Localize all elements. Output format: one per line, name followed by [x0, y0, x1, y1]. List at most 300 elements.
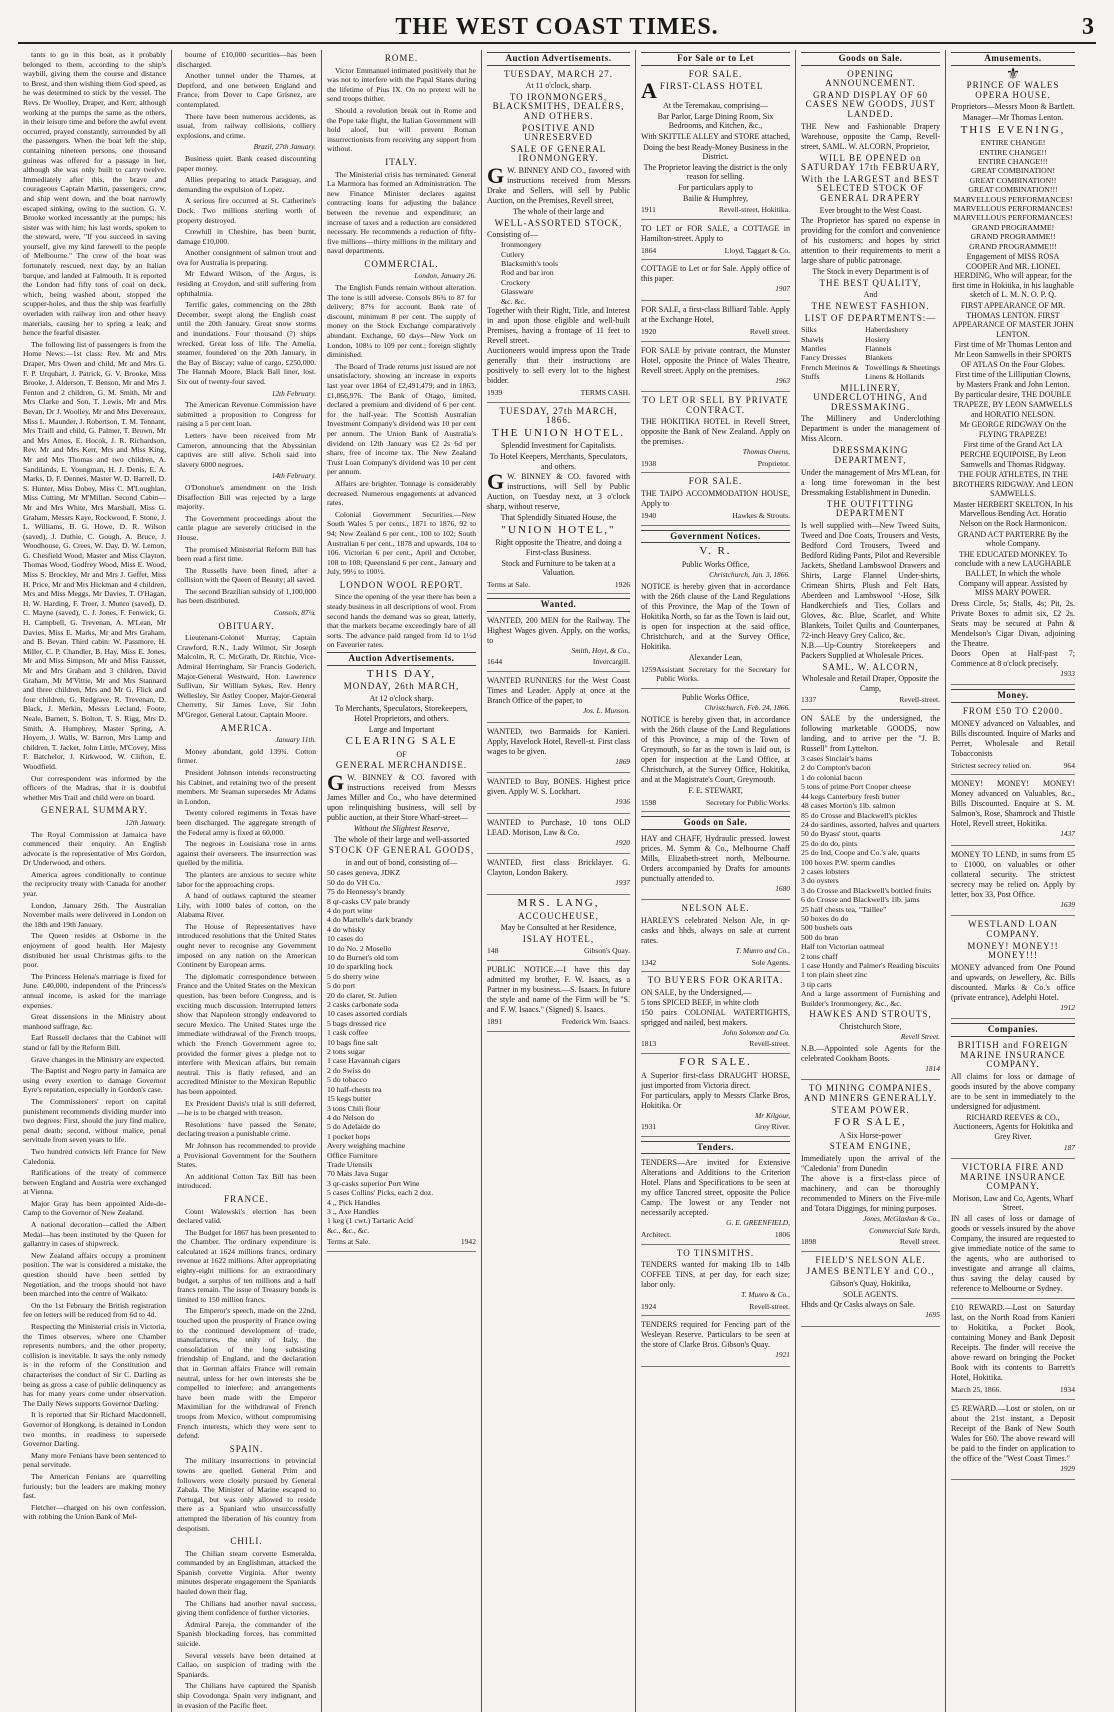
list-item: 3 cases Sinclair's hams [801, 754, 873, 764]
advertisement [951, 850, 1075, 917]
list-item: GREAT COMBINATION! [970, 166, 1056, 176]
article-text: The following list of passengers is from the Home News:—1st class: Rev. Mr and Mrs Draper, Mrs Owen and child, Mr and Mrs G. F. P. Urquhart, J. Patrick, G. V. Brooke, Miss Brooke, J. Alderson, T. Benson, Mr and Mrs J. Fenton and 2 children, G. M. Smith, Mr and Mrs Clarke and Son, T. Lewis, Mr and Mrs Bevan, Dr J. Woolley, Mr and Mrs Devereaux, Miss L. Maunder, J. Robertson, T. M. Tennant, Mrs Traill and child, G. Palmer, T. Brown, Mr and Mrs Amos, E. Hocok, J. R. Richardson, Rev. Mr and Mrs Kerr, Mrs and Miss King, Mr and Mrs Thomas and two children, A. Sandilands, E. Youngman, H. J. Denis, E. A. Marks, D. F. Dennes, Master W. D. Barrell, D. S. Hunter, Miss Dobey, Miss C. M'Loughlan, Miss Cutting, Mr M'Millan. Second Cabin—Mr and Mrs White, Mrs Marshall, Miss G. Graham, Messrs Kaye, Rockwood, F. Stone, J. L. Williams, B. G. Howe, D. R. Wilson (saved), J. Duthie, C. Gough, A. Bruce, J. Woodhouse, G. Crees, W. Day, D. W. Lemon, G. Chesfield Wood, Master and Miss Clayton, Thomas Wood, Godfrey Wood, Miss E. Wood, Miss S. Brockley, Mr and Mrs J. Geffet, Miss H. Price, Mr and Mrs Hickman and 4 children, Mrs and Miss Meggs, Mr Davies, T. O'Hagan, H. W. Harding, F. Treer, J. Munro (saved), D. C. Mayne (saved), C. J. Jones, F. Fenwick, G. H. Campbell, G. Trevenan, A. M'Lean, Mr Davies, Miss E. Marks, Mr and Mrs Graham, and B. Bevan. Third cabin: W. Passmore, H. Miller, C. P. Chandler, B. Hay, Miss E. Jones, Mr and Miss Simpson, Mr and Miss Fausset, Mr and Mrs Graham and 3 children, David Graham, Mr M'Vittie, Mr and Mrs Stannard and three children, Mrs and Mr G. Flick and four children, G. Redgrave, R. Trevenan, D. Black, J. Merkin, Messrs Lecland, Foote, Neale, Barnett, S. Bolton, T. S. Rigg, Mrs D. Smith, A. Humphrey, Master Spring, A. Hoyem, J. Walls, W. Barron, Mrs Lamp and children, T. Jacket, John Little, M'Covey, Miss F. Batchelor, J. Kirkwood, W. Clifton, E. Woodfield. [23, 339, 166, 771]
ad-line: By particular desire, THE DOUBLE TRAPEZE, BY LEON SAMWELLS and HORATIO NELSON. [953, 390, 1073, 419]
ad-line: PRINCE OF WALES OPERA HOUSE. [966, 80, 1060, 100]
ad-text: TENDERS required for Fencing part of the Wesleyan Reserve. Particulars to be seen at the store of Clarke Bros. Gibson's Quay. [641, 1320, 790, 1350]
advertisement [801, 1084, 940, 1251]
article-text: The diplomatic correspondence between France and the United States on the Mexican question, has been before Congress, and is exciting much discussion. Interrupted letters show that Napoleon strongly endeavored to secure Mexico. The United States urge the immediate withdrawal of the French troops, which the French Government agree to, provided the former gives a pledge not to interfere with Mexican affairs, but remain neutral. This is flatly refused, and an accredited Minister to the Mexican Republic has been appointed. [177, 971, 316, 1096]
ad-line: First time of the Grand Act LA PERCHE EQUIPOISE, By Leon Samwells and Thomas Ridgway. [960, 440, 1066, 469]
ad-signature: Jones, McGlashan & Co., [863, 1213, 940, 1223]
ad-line: Consisting of— [487, 230, 538, 240]
ad-line: W. BINNEY & CO. [347, 772, 425, 782]
ad-text: MONEY advanced from One Pound and upwards, on Jewellery, &c. Bills discounted. Marks & Co.'s office (private entrance), Adelphi Hotel. [951, 962, 1075, 1002]
ad-text: A Superior first-class DRAUGHT HORSE, just imported from Victoria direct. [641, 1070, 790, 1090]
advertisement [641, 976, 790, 1054]
advertisement [487, 965, 630, 1032]
advertisement [951, 707, 1075, 775]
ad-line: FOR SALE. [688, 68, 743, 79]
ad-text: HARLEY'S celebrated Nelson Ale, in qr-casks and hhds, always on sale at current rates. [641, 915, 790, 945]
article-text: The Emperor's speech, made on the 22nd, touched upon the prosperity of France owing to the continued development of trade, manufactures, the unity of Italy, the consolidation of the long subsisting friendship of England, and the declaration that in German affairs France will remain neutral, unless for her own interests she be compelled to interfere; and arrangements have been made with the Emperor Maximilian for the withdrawal of French troops from Mexico, without compromising French interests, which they were sent to defend. [177, 1306, 316, 1441]
dateline: Consols, 87¼. [273, 608, 316, 618]
ad-line: W. BINNEY AND CO., [507, 165, 586, 175]
masthead [18, 14, 1096, 44]
article-text: There have been numerous accidents, as usual, from railway collisions, colliery explosions, and crime. [177, 111, 316, 140]
department-list-right [865, 325, 940, 381]
ad-line: Invercargill. [592, 657, 630, 667]
advertisement [951, 1303, 1075, 1400]
ad-line: Revell-street. [899, 695, 940, 705]
list-item: 10 cases do [327, 934, 363, 944]
list-item: 5 cases Collins' Picks, each 2 doz. [327, 1188, 434, 1198]
article-text: America agrees conditionally to continue the reciprocity treaty with Canada for another year. [23, 869, 166, 899]
ad-line: FOR SALE. [679, 1055, 752, 1068]
advertisement [487, 616, 630, 672]
item-list [801, 754, 940, 1008]
list-item: 20 do claret, St. Julien [327, 990, 397, 1000]
list-item: French Merinos & [801, 362, 859, 372]
ad-line: THE UNION HOTEL. [491, 426, 626, 439]
dropcap: G [327, 769, 345, 795]
ad-line: Right opposite the Theatre, and doing a First-class Business. [495, 538, 622, 557]
ad-text: MONEY! MONEY! MONEY! Money advanced on Valuables, &c., Bills Discounted. Enquire at S. M. Salmon's, Rose, Shamrock and Thistle Hotel, Revell street, Hokitika. [951, 779, 1075, 829]
article-text: The planters are anxious to secure white labor for the approaching crops. [177, 869, 316, 889]
ad-signature: F. E. STEWART, [688, 786, 743, 795]
section-header-goods: Goods on Sale. [641, 816, 790, 830]
ad-line: SOLE AGENTS. [842, 1289, 899, 1299]
list-item: 2 do Swiss do [327, 1065, 371, 1075]
ad-line: THE BEST QUALITY, [819, 277, 922, 288]
list-item: Ironmongery [501, 240, 542, 250]
advertisement [487, 70, 630, 403]
list-item: 500 bushels oats [801, 923, 853, 933]
article-text: Victor Emmanuel intimated positively that he was not to interfere with the Papal States during the lifetime of Pius IX. On no pretext will he send troops thither. [327, 65, 476, 104]
ad-line: At the Teremakau, comprising— [662, 101, 769, 111]
list-item: 5 do sherry wine [327, 971, 380, 981]
advertisement [951, 920, 1075, 1019]
ad-line: Splendid Investment for Capitalists. [500, 441, 617, 451]
dateline: 12th February. [271, 388, 316, 398]
ad-line: BRITISH and FOREIGN MARINE INSURANCE COMPANY. [957, 1039, 1069, 1070]
ad-text: Hhds and Qr Casks always on Sale. [801, 1300, 915, 1310]
list-item: 10 do No. 2 Mosello [327, 943, 392, 953]
advertisement [951, 1041, 1075, 1159]
article-text: President Johnson intends reconstructing his Cabinet, and retaining two of the present members. Mr Seaman supersedes Mr Adams in London. [177, 767, 316, 806]
list-item: 1 case Havannah cigars [327, 1056, 401, 1066]
ad-text: Under the management of Mrs M'Lean, for a long time forewoman in the best Dressmaking Establishment in Dunedin. [801, 467, 940, 497]
ad-number: 1898 [801, 1237, 817, 1247]
ad-line: Revell-street. [749, 1301, 790, 1311]
ad-line: THE FOUR ATHLETES, IN THE BROTHERS RIDGWAY. And LEON SAMWELLS. [952, 470, 1074, 499]
ad-line: Revell street. [749, 326, 790, 336]
ad-line: Terms at Sale. [487, 579, 531, 589]
ad-text: WANTED to Purchase, 10 tons OLD LEAD. Morison, Law & Co. [487, 817, 630, 837]
ad-number: 1639 [1060, 899, 1075, 909]
ad-line: Revell Street. [900, 1032, 940, 1042]
list-item: Rod and bar iron [501, 268, 554, 278]
ad-number: 148 [487, 946, 499, 956]
list-item: Hosiery [865, 334, 890, 344]
list-item: Shawls [801, 334, 824, 344]
dateline: January 11th. [275, 735, 316, 745]
ad-text: N.B.—Up-Country Storekeepers and Packers Supplied at Wholesale Prices. [801, 640, 940, 660]
ad-line: THIS DAY, [366, 667, 437, 680]
list-item: 5 do tobacco [327, 1075, 367, 1085]
list-item: ENTIRE CHANGE!!! [978, 156, 1048, 166]
dateline: Brazil, 27th January. [253, 142, 316, 152]
ad-line: NELSON ALE. [681, 903, 750, 914]
ad-number: 1813 [641, 1039, 657, 1049]
dateline: Christchurch, Feb. 24, 1866. [704, 703, 790, 713]
article-text: The Princess Helena's marriage is fixed for June. £40,000, independent of the Princess's annual income, is asked for the marriage expenses. [23, 971, 166, 1010]
article-text: The promised Ministerial Reform Bill has been read a first time. [177, 544, 316, 564]
ad-text: Is well supplied with—New Tweed Suits, Tweed and Doe Coats, Trousers and Vests, Bedford Cord Trousers, Tweed and Bedford Riding Pants, Pilot and Reversible Jackets, Shetland Lambswool Drawers and Shirts, Large Flannel Under-shirts, Crimean Shirts, Plush and Felt Hats, Aberdeen and Lambswool ‘-Hose, Silk Handkerchiefs and Ties, Collars and Gloves, &c. Blue, Scarlet, and White Blankets, Toilet Quilts and Counterpanes, 72-inch Heavy Grey Calico, &c. [801, 520, 940, 640]
list-item: &c., &c., &c. [327, 1225, 370, 1235]
ad-line: Proprietor. [757, 458, 790, 468]
ad-line: First time of Mr Thomas Lenton and Mr Leon Samwells in their SPORTS OF ATLAS On the Four Globes. [954, 340, 1072, 369]
advertisement [641, 1055, 790, 1137]
advertisement [641, 1249, 790, 1317]
newspaper-title: THE WEST COAST TIMES. [395, 14, 719, 40]
list-item: 48 cases Morton's 1lb. salmon [801, 801, 896, 811]
dateline: London, January 26. [414, 271, 476, 281]
article-text: The Commissioners' report on capital punishment recommends dividing murder into two degrees: First, should the jury find malice, penal death; second, without malice, penal servitude from seven years to life. [23, 1096, 166, 1145]
advertisement [641, 264, 790, 301]
list-item: 75 do Hennessy's brandy [327, 887, 405, 897]
ad-line: LIST OF DEPARTMENTS:— [804, 312, 937, 323]
ad-line: POSITIVE AND UNRESERVED [521, 122, 596, 143]
ad-number: 1929 [1060, 1463, 1075, 1473]
ad-line: Grey River. [754, 1122, 790, 1132]
list-item: 50 cases geneva, JDKZ [327, 868, 401, 878]
ad-text: N.B.—Appointed sole Agents for the celebrated Cookham Boots. [801, 1043, 940, 1063]
advertisement [641, 1320, 790, 1367]
ad-line: WILL BE OPENED on SATURDAY 17th FEBRUARY, [801, 152, 940, 173]
list-item: &c. &c. [501, 296, 526, 306]
advertisement [641, 70, 790, 220]
article-text: The Ministerial crisis has terminated. General La Marmora has formed an Administration. The new Finance Minister declares against contracting loans for adjusting the balance between the revenue and expenditure; an increase of taxes and a reduction are considered necessary. He recommends a reduction of fifty-five millions—thirty millions in the military and naval departments. [327, 169, 476, 256]
list-item: 3 tons Chili flour [327, 1103, 381, 1113]
ad-line: To Hotel Keepers, Merchants, Speculators, and others. [489, 451, 628, 471]
ad-line: Architect. [641, 1229, 672, 1239]
article-text: Terrific gales, commencing on the 28th December, swept along the English coast until the 20th January. Great snow storms and inundations. Four thousand (?) ships wrecked. Great loss of life. The Amelia, steamer, foundered on the 20th January, in the Bay of Biscay; value of cargo, £250,000. The Hannah Moore, Black Ball liner, lost. Six out of twenty-four saved. [177, 300, 316, 386]
ad-number: 964 [1063, 760, 1075, 770]
ad-text: £5 REWARD.—Lost or stolen, on or about the 21st instant, a Deposit Receipt of the Bank of New South Wales for £60. The above reward will be paid to the finder on application to the office of the "West Coast Times." [951, 1403, 1075, 1463]
list-item: MARVELLOUS PERFORMANCES! [953, 194, 1073, 204]
ad-line: STEAM ENGINE, [829, 1141, 912, 1152]
list-item: 10 do sparkling hock [327, 962, 393, 972]
ad-line: THE OUTFITTING DEPARTMENT [826, 498, 915, 519]
advertisement [641, 346, 790, 393]
advertisement [801, 1256, 940, 1327]
article-text: O'Donohue's amendment on the Irish Disaffection Bill was rejected by a large majority. [177, 482, 316, 512]
list-item: GRAND PROGRAMME! [971, 222, 1055, 232]
column-5 [636, 50, 796, 1712]
advertisement [487, 676, 630, 723]
article-text: The Chilian steam corvette Esmeralda, commanded by an Englishman, attacked the Spanish corvette Virginia. After twenty minutes desperate engagement the Spaniards hauled down their flag. [177, 1548, 316, 1597]
ad-line: TERMS CASH. [580, 387, 630, 397]
ad-line: W. BINNEY & CO. [507, 472, 581, 482]
list-item: 50 do Byass' stout, quarts [801, 829, 881, 839]
section-header-tenders: Tenders. [641, 1141, 790, 1155]
ad-signature: Jos. L. Munson. [582, 706, 630, 716]
article-text: An additional Cotton Tax Bill has been introduced. [177, 1171, 316, 1191]
article-text: Admiral Pareja, the commander of the Spanish blockading forces, has committed suicide. [177, 1619, 316, 1649]
ad-text: ON SALE by the undersigned, the following marketable GOODS, now landing, and to arrive per the "J. B. Russell" from Lyttelton. [801, 714, 940, 754]
section-heading: ROME. [384, 53, 419, 63]
ad-line: For particulars apply to [678, 182, 753, 192]
ad-signature: JAMES BENTLEY and CO., [806, 1266, 935, 1277]
list-item: 10 do Burnet's old tom [327, 953, 399, 962]
article-text: Grave changes in the Ministry are expected. [31, 1054, 165, 1064]
ad-line: SALE OF GENERAL IRONMONGERY. [510, 143, 607, 164]
advertisement [487, 858, 630, 895]
ad-line: MONDAY, 26th MARCH, [343, 681, 460, 692]
section-header-auction: Auction Advertisements. [327, 652, 476, 666]
ad-number: 1938 [641, 458, 657, 468]
ad-signature: Bailie & Humphrey, [682, 193, 749, 203]
advertisement [641, 904, 790, 972]
list-item: 5 tons of prime Port Cooper cheese [801, 782, 911, 792]
ad-text: WANTED, two Barmaids for Kanieri. Apply, Havelock Hotel, Revell-st. First class wages to be given. [487, 726, 631, 756]
article-text: A band of outlaws captured the steamer Lily, with 1000 bales of cotton, on the Alabama River. [177, 891, 316, 920]
ad-line: FIELD'S NELSON ALE. [815, 1254, 926, 1265]
list-item: And a large assortment of Furnishing and Builder's Ironmongery, &c., &c. [801, 989, 940, 1008]
ad-number: 1814 [925, 1063, 940, 1073]
ad-signature: G. E. GREENFIELD, [726, 1218, 790, 1228]
list-item: 1 cask coffee [327, 1028, 368, 1038]
columns [18, 50, 1096, 1710]
ad-text: TENDERS—Are invited for Extensive Alterations and Additions to the Criterion Hotel. Plans and Specifications to be seen at my office Tancred street, opposite the Police Camp. The lowest or any Tender not necessarily accepted. [641, 1158, 790, 1218]
list-item: 2 tons sugar [327, 1047, 365, 1057]
article-text: The American Revenue Commission have submitted a proposition to Congress for raising a 5 per cent loan. [177, 400, 316, 429]
ad-line: First time of the Lilliputian Clowns, by Masters Frank and John Lenton. [955, 370, 1071, 389]
ad-number: 1920 [641, 326, 657, 336]
ad-line: OF [396, 749, 407, 759]
article-text: The House of Representatives have introduced resolutions that the United States ought never to recognise any Government imposed on any nation on the American Continent by European arms. [177, 921, 316, 970]
ad-text: Dress Circle, 5s; Stalls, 4s; Pit, 2s. Private Boxes to admit six, £2 2s. Seats may be secured at Pahn & Mendelson's Cigar Divan, adjoining the Theatre. [951, 598, 1075, 648]
list-item: MARVELLOUS PERFORMANCES! [953, 204, 1073, 213]
ad-line: TO BUYERS FOR OKARITA. [647, 975, 784, 986]
article-text: Count Walewski's election has been declared valid. [177, 1206, 316, 1226]
ad-line: WESTLAND LOAN COMPANY. [968, 919, 1058, 939]
ad-text: WANTED RUNNERS for the West Coast Times and Leader. Apply at once at the Branch Office of the paper, to [487, 676, 630, 706]
ad-line: Terms at Sale. [327, 1237, 371, 1247]
list-item: 3 do Crosse and Blackwell's bottled fruits [801, 885, 932, 895]
article-text: The negroes in Louisiana rose in arms against their overseers. The insurrection was quelled by the militia. [177, 839, 316, 868]
article-text: London, January 26th. The Australian November mails were delivered in London on the 18th and 19th January. [23, 900, 166, 929]
ad-line: Master HERBERT SKELTON, In his Marvellous Bending Act. Horatio Nelson on the Rock Harmonicon. [953, 499, 1073, 529]
article-text: Colonial Government Securities.—New South Wales 5 per cents., 1871 to 1876, 92 to 94; New Zealand 6 per cent., 100 to 102; South Australian 6 per cent., 1878 and upwards, 104 to 106. Victorian 6 per cent., April and October, 108 to 108; Queensland 6 per cent., January and July, 99½ to 100½. [327, 509, 476, 577]
ad-text: The above is a first-class piece of machinery, and can be thoroughly recommended to Miners on the Five-mile and Totara Diggings, for mining purposes. [801, 1173, 940, 1213]
list-item: 4 do whisky [327, 924, 366, 934]
ad-line: With SKITTLE ALLEY and STORE attached, [641, 131, 790, 141]
article-text: Resolutions have passed the Senate, declaring treason a punishable crime. [177, 1119, 316, 1139]
ad-line: STOCK OF GENERAL GOODS, [328, 845, 475, 856]
list-item: 4 do Nelson do [327, 1112, 375, 1122]
ad-signature: Alexander Lean, [688, 653, 743, 663]
article-text: On the 1st February the British registration fee on letters will be reduced from 6d to 4d. [23, 1300, 166, 1320]
ad-line: DRESSMAKING DEPARTMENT, [832, 445, 909, 465]
advertisement [487, 727, 630, 774]
list-item: 3 qr-casks superior Port Wine [327, 1178, 420, 1188]
ad-line: The Stock in every Department is of [812, 267, 929, 277]
list-item: Mantles [801, 343, 827, 353]
list-item: 25 half chests tea, "Taillee" [801, 904, 887, 914]
ad-number: 1920 [615, 837, 630, 847]
list-item: Blacksmith's tools [501, 258, 559, 268]
ad-line: ISLAY HOTEL, [522, 933, 595, 944]
ad-text: Doors Open at Half-past 7; Commence at 8 o'clock precisely. [951, 648, 1075, 668]
ad-line: TO LET OR SELL BY PRIVATE CONTRACT. [642, 395, 789, 415]
ad-line: CLEARING SALE [345, 735, 458, 748]
article-text: Ratifications of the treaty of commerce between England and Austria were exchanged at Vienna. [23, 1168, 166, 1197]
list-item: 500 do bran [801, 932, 839, 942]
list-item: Flannels [865, 343, 892, 353]
list-item: 25 do Ind, Coope and Co.'s ale, quarts [801, 848, 920, 858]
list-item: Crockery [501, 277, 531, 287]
section-header-goods: Goods on Sale. [801, 52, 940, 66]
article-text: The Board of Trade returns just issued are not unsatisfactory, showing an increase in exports last year over 1864 of £2,491,479; and in 1863, £1,866,976. The Bank of Otago, limited, declared a premium and dividend of 6 per cent. for the half-year. The Scottish Australian Investment Company's dividend was 10 per cent per annum. The Union Bank of Australia's dividend on 12th January was £2 2s 6d per share, free of income tax. The New Zealand Trust Loan Company's dividend was 10 per cent per annum. [327, 361, 476, 477]
article-text: Mr Edward Wilson, of the Argus, is residing at Croydon, and still suffering from ophthalmia. [177, 269, 316, 298]
ad-text: Together with their Right, Title, and Interest in and upon those eligible and well-built Premises, having a frontage of 11 feet to Revell street. [487, 305, 630, 345]
list-item: 4 do port wine [327, 905, 373, 915]
ad-number: 1680 [775, 883, 790, 893]
ad-line: Gibson's Quay. [583, 946, 630, 956]
article-text: Business quiet. Bank ceased discounting paper money. [177, 153, 316, 173]
ad-line: Secretary for Public Works. [705, 797, 790, 807]
ad-number: 1869 [615, 756, 630, 766]
advertisement [951, 65, 1075, 686]
ad-text: TENDERS wanted for making 1lb to 14lb COFFEE TINS, at per day, for each size; labor only. [641, 1260, 790, 1290]
ad-line: FOR SALE, [834, 1116, 907, 1129]
article-text: Since the opening of the year there has been a steady business in all descriptions of wool. From second hands the demand was so great, latterly, that the markets became exceedingly bare of all sorts. The advance paid ranged from 1d to 1½d on Faveurier rates. [327, 592, 476, 650]
ad-text: Immediately upon the arrival of the "Caledonia" from Dunedin [801, 1153, 940, 1173]
article-text: Another consignment of salmon trout and ova for Australia is preparing. [177, 248, 316, 267]
ad-line: Public Works Office, [681, 692, 750, 702]
ad-line: Ever brought to the West Coast. [819, 205, 922, 215]
ad-line: FIRST-CLASS HOTEL [659, 81, 764, 92]
repeat-list [951, 166, 1075, 194]
ad-number: 1864 [641, 245, 657, 255]
ad-text: 5 tons SPICED BEEF, in white cloth [641, 997, 759, 1007]
ad-signature: Thomas Owens, [742, 447, 790, 457]
list-item: 10 half-chests tea [327, 1084, 382, 1094]
list-item: Towellings & Sheetings [865, 362, 940, 372]
article-text: Twenty colored regiments in Texas have been discharged. The aggregate strength of the Federal army is fixed at 60,000. [177, 808, 316, 837]
repeat-list [951, 138, 1075, 166]
ad-text: NOTICE is hereby given that, in accordance with the 26th clause of the Land Regulations of this Province, a map of the Town of Greymouth, so far as the town is laid out, is open for inspection at the Land Office, at Christchurch, at the Survey Office, Hokitika, and at the Magistrate's Court, Greymouth. [641, 715, 790, 784]
article-text: Great dissensions in the Ministry about manhood suffrage, &c. [23, 1012, 166, 1031]
article-text: The Government proceedings about the cattle plague are severely criticised in the House. [177, 513, 316, 542]
list-item: GREAT COMBINATION!! [969, 175, 1057, 185]
ad-text: THE TAIPO ACCOMMODATION HOUSE, Apply to [641, 489, 790, 509]
ad-line: THIS EVENING, [960, 123, 1066, 136]
advertisement [641, 547, 790, 689]
article-text: The Baptist and Negro party in Jamaica are using every exertion to damage Governor Eyre's reputation, especially in Gordon's case. [23, 1066, 166, 1095]
list-item: 3 tip carts [801, 979, 832, 989]
ad-number: 1933 [1060, 668, 1075, 678]
ad-signature: SAML. W. ALCORN, [822, 661, 919, 672]
section-header-amusements: Amusements. [951, 52, 1075, 66]
ad-line: That Splendidly Situated House, the [500, 513, 617, 523]
ad-line: Stock and Furniture to be taken at a Valuation. [501, 558, 616, 578]
dropcap: G [487, 469, 505, 495]
article-text: Allies preparing to attack Paraguay, and demanding the expulsion of Lopez. [177, 175, 316, 194]
ad-line: STEAM POWER. [831, 1104, 910, 1115]
advertisement [641, 224, 790, 261]
ad-number: 1598 [641, 797, 657, 807]
ad-text: MONEY TO LEND, in sums from £5 to £1000, on valuables or other collateral security. The strictest secrecy may be relied on. Apply by letter, box 33, Post Office. [951, 849, 1075, 899]
ad-line: Sole Agents. [751, 957, 790, 967]
list-item: 25 do do do, pints [801, 838, 858, 848]
ad-line: WELL-ASSORTED STOCK, [494, 217, 623, 228]
ad-number: 1934 [1059, 1385, 1075, 1395]
column-3 [322, 50, 482, 1712]
ad-line: TUESDAY, 27th MARCH, 1866. [499, 405, 618, 426]
article-text: Affairs are brighter. Tonnage is considerably decreased. Numerous engagements at advanced rates. [327, 478, 476, 508]
column-2 [172, 50, 322, 1712]
ad-signature: T. Munro and Co., [735, 945, 790, 955]
ad-number: 1337 [801, 695, 817, 705]
section-header-government: Government Notices. [641, 530, 790, 544]
ad-text: WANTED, first class Bricklayer. G. Clayton, London Bakery. [487, 858, 630, 878]
dateline: Christchurch, Jan. 3, 1866. [709, 570, 790, 580]
ad-text: ON SALE, by the Undersigned,— [641, 987, 752, 997]
ad-text: Auctioneers would impress upon the Trade generally that their instructions are positively to sell every lot to the highest bidder. [487, 345, 630, 385]
ad-line: Strictest secrecy relied on. [951, 760, 1032, 770]
list-item: Cutlery [501, 249, 525, 259]
list-item: 2 casks carbonate soda [327, 1000, 399, 1010]
list-item: 3 do oysters [801, 876, 839, 886]
ad-signature: Mr Kilgour, [755, 1110, 790, 1120]
list-item: 8 qr-casks CV pale brandy [327, 896, 410, 906]
list-item: 50 boxes do do [801, 913, 849, 923]
ad-number: 187 [1063, 1142, 1075, 1152]
ad-text: WANTED, 200 MEN for the Railway. The Highest Wages given. Apply, on the works, to [487, 615, 630, 645]
ad-line: To Merchants, Speculators, Storekeepers, Hotel Proprietors, and others. [335, 704, 468, 723]
ad-line: FOR SALE. [688, 476, 743, 487]
list-item: Haberdashery [865, 325, 909, 335]
ad-text: PUBLIC NOTICE.—I have this day admitted my brother, F. W. Isaacs, as a Partner in my business.—S. Isaacs. In future the style and name of the Firm will be "S. and F. W. Isaacs." (Signed) S. Isaacs. [487, 965, 630, 1014]
ad-text: THE HOKITIKA HOTEL in Revell Street, opposite the Bank of New Zealand. Apply on the premises. [641, 417, 790, 447]
section-header-for-sale: For Sale or to Let [641, 52, 790, 66]
article-text: Respecting the Ministerial crisis in Victoria, the Times observes, where one Chamber represents numbers, and the other property, collision is inevitable. It says the only remedy is in the reform of the Constitution and characterises the conduct of Sir C. Darling as being as gross a case of public delinquency as has for many years come under observation. The Daily News supports Governor Darling. [23, 1322, 166, 1408]
article-text: Should a revolution break out in Rome and the Pope take flight, the Italian Government will hold aloof, but will prevent Roman insurrectionists from receiving any support from without. [327, 105, 476, 154]
section-heading: AMERICA. [220, 722, 273, 733]
ad-line: Engagement of MISS ROSA COOPER And MR. LIONEL HERDING, Who will appear, for the first time in Hokitika, in his laughable sketch of L. M. N. O. P. Q. [952, 252, 1074, 300]
ad-line: Mr GEORGE RIDGWAY On the FLYING TRAPEZE! [959, 420, 1067, 439]
article-text: The Royal Commission at Jamaica have commenced their enquiry. An English advocate is the representative of Mrs Gordon, Dr Underwood, and others. [23, 829, 166, 868]
ad-number: 1937 [615, 878, 630, 888]
ad-text: THE New and Fashionable Drapery Warehouse, opposite the Camp, Revell-street, SAML. W. ALCORN, Proprietor, [801, 121, 940, 151]
advertisement [487, 407, 630, 595]
ad-line: The whole of their large and well-assorted [333, 834, 470, 844]
ad-line: TO MINING COMPANIES, AND MINERS GENERALLY. [803, 1083, 938, 1103]
list-item: Office Furniture [327, 1150, 378, 1160]
list-item: MARVELLOUS PERFORMANCES! [953, 213, 1073, 223]
dateline: March 25, 1866. [951, 1385, 1002, 1395]
list-item: 10 bags fine salt [327, 1037, 378, 1047]
advertisement [951, 1404, 1075, 1481]
ad-line: V. R. [699, 545, 732, 558]
ad-number: 1939 [487, 387, 503, 397]
ad-text: £10 REWARD.—Lost on Saturday last, on the North Road from Kanieri to Hokitika, a Pocket Book, containing Money and Bank Deposit Receipts. The finder will receive the above reward on bringing the Pocket Book with its contents to Barrett's Hotel, Hokitika. [951, 1303, 1075, 1383]
list-item: 4 do Martelle's dark brandy [327, 915, 413, 925]
ad-line: Commercial Sale Yards, [869, 1225, 940, 1235]
ad-line: Bar Parlor, Large Dining Room, Six Bedrooms, and Kitchen, &c., [657, 111, 774, 131]
ad-number: 1931 [641, 1122, 657, 1132]
item-list [327, 868, 476, 1235]
